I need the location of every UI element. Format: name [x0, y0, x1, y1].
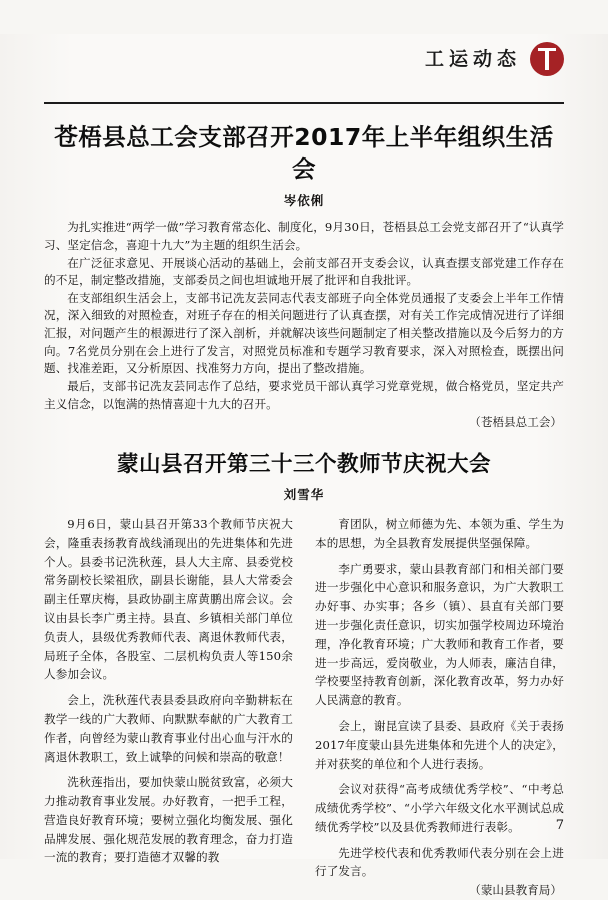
article-two-headline: 蒙山县召开第三十三个教师节庆祝大会 [116, 452, 491, 478]
article-two-column-left [44, 515, 293, 900]
article-one-body [44, 219, 564, 432]
paragraph: 洗秋莲指出，要加快蒙山脱贫致富，必须大力推动教育事业发展。办好教育，一把手工程，营造良好教育环境；要树立强化均衡发展、强化品牌发展、强化规范发展的教育理念，奋力打造一流的教育；要打造德才双馨的教 [44, 775, 293, 865]
article-one-signature: （苍梧县总工会） [469, 415, 562, 430]
paragraph: 在广泛征求意见、开展谈心活动的基础上，会前支部召开支委会议，认真查摆支部党建工作存在的不足，制定整改措施，支部委员之间也坦诚地开展了批评和自我批评。 [44, 255, 564, 288]
article-two-byline: 刘雪华 [283, 487, 325, 503]
union-emblem-icon [530, 42, 564, 76]
article-two-columns [44, 515, 564, 900]
article-two-signature: （蒙山县教育局） [469, 883, 562, 898]
masthead-title: 工运动态 [424, 47, 521, 70]
paragraph: 会上，洗秋莲代表县委县政府向辛勤耕耘在教学一线的广大教师、向默默奉献的广大教育工作者，向曾经为蒙山教育事业付出心血与汗水的离退休教职工，致上诚挚的问候和崇高的敬意！ [44, 693, 293, 764]
paragraph: 为扎实推进“两学一做”学习教育常态化、制度化，9月30日，苍梧县总工会党支部召开了“认真学习、坚定信念，喜迎十九大”为主题的组织生活会。 [44, 220, 564, 253]
article-one [44, 122, 564, 432]
masthead-divider [44, 102, 564, 104]
paragraph: 育团队，树立师德为先、本领为重、学生为本的思想，为全县教育发展提供坚强保障。 [315, 517, 564, 550]
paragraph: 9月6日，蒙山县召开第33个教师节庆祝大会，隆重表扬教育战线涌现出的先进集体和先进个人。县委书记洗秋莲，县人大主席、县委党校常务副校长梁祖欣，副县长谢能，县人大常委会副主任覃庆梅，县政协副主席黄鹏出席会议。会议由县长李广勇主持。县直、乡镇相关部门单位负责人，县级优秀教师代表、离退休教师代表，局班子全体，各股室、二层机构负责人等150余人参加会议。 [44, 517, 293, 682]
paragraph: 李广勇要求，蒙山县教育部门和相关部门要进一步强化中心意识和服务意识，为广大教职工办好事、办实事；各乡（镇）、县直有关部门要进一步强化责任意识，切实加强学校周边环境治理，净化教育环境；广大教师和教育工作者，要进一步高远，爱岗敬业，为人师表，廉洁自律，学校要坚持教育创新，深化教育改革，努力办好人民满意的教育。 [315, 561, 564, 708]
masthead [44, 34, 564, 104]
article-one-headline: 苍梧县总工会支部召开2017年上半年组织生活会 [54, 123, 554, 183]
paragraph: 会上，谢昆宣读了县委、县政府《关于表扬2017年度蒙山县先进集体和先进个人的决定》，并对获奖的单位和个人进行表扬。 [315, 718, 564, 771]
article-two [44, 450, 564, 900]
article-one-byline: 岑依俐 [283, 193, 325, 209]
paragraph: 会议对获得“高考成绩优秀学校”、“中考总成绩优秀学校”、“小学六年级文化水平测试总成绩优秀学校”以及县优秀教师进行表彰。 [315, 782, 564, 834]
article-two-column-right [315, 515, 564, 900]
newsletter-page [0, 34, 608, 898]
page-number: 7 [555, 818, 564, 833]
paragraph: 在支部组织生活会上，支部书记冼友芸同志代表支部班子向全体党员通报了支委会上半年工作情况，深入细致的对照检查，对班子存在的相关问题进行了认真查摆，对有关工作完成情况进行了详细汇报，对问题产生的根源进行了深入剖析，并就解决该些问题制定了相关整改措施以及今后努力的方向。7名党员分别在会上进行了发言，对照党员标准和专题学习教育要求，深入对照检查，既摆出问题、找准差距，又分析原因、找准努力方向，提出了整改措施。 [44, 290, 564, 376]
paragraph: 最后，支部书记冼友芸同志作了总结，要求党员干部认真学习党章党规，做合格党员，坚定共产主义信念，以饱满的热情喜迎十九大的召开。 [44, 378, 564, 411]
masthead-brand [425, 42, 564, 76]
paragraph: 先进学校代表和优秀教师代表分别在会上进行了发言。 [315, 845, 564, 879]
